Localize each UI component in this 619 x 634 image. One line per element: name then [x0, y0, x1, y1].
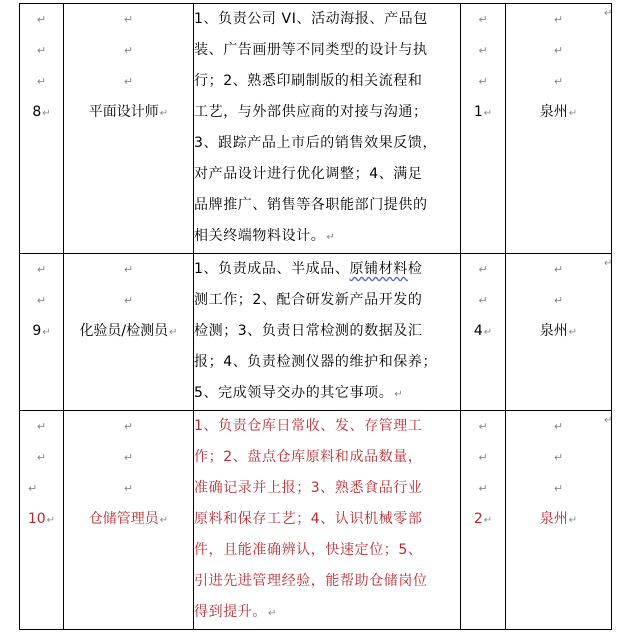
index-cell[interactable]	[20, 411, 64, 630]
description-line: 检测；3、负责日常检测的数据及汇	[194, 323, 423, 339]
description-line: 装、广告画册等不同类型的设计与执	[194, 42, 428, 58]
paragraph-mark-icon: ↵	[36, 294, 47, 307]
headcount-cell[interactable]	[461, 411, 506, 630]
paragraph-mark-icon: ↵	[553, 451, 564, 464]
paragraph-mark-icon: ↵	[159, 108, 169, 119]
location-cell[interactable]	[506, 4, 612, 254]
job-title: 平面设计师	[88, 104, 159, 120]
paragraph-mark-icon: ↵	[568, 108, 578, 119]
headcount-cell[interactable]	[461, 254, 506, 411]
location-cell[interactable]	[506, 411, 612, 630]
paragraph-mark-icon: ↵	[553, 75, 564, 88]
paragraph-mark-icon: ↵	[478, 451, 488, 464]
paragraph-mark-icon: ↵	[483, 515, 493, 526]
title-cell[interactable]	[64, 254, 194, 411]
paragraph-mark-icon: ↵	[159, 515, 169, 526]
paragraph-mark-icon: ↵	[36, 75, 47, 88]
description-line: 作；2、盘点仓库原料和成品数量，	[194, 449, 423, 465]
paragraph-mark-icon: ↵	[123, 482, 134, 495]
description-line: 1、负责成品、半成品、	[194, 261, 350, 277]
paragraph-mark-icon: ↵	[478, 13, 488, 26]
paragraph-mark-icon: ↵	[478, 482, 488, 495]
headcount: 4	[473, 323, 483, 339]
paragraph-mark-icon: ↵	[478, 44, 488, 57]
description-line: 得到提升。	[194, 604, 267, 620]
paragraph-mark-icon: ↵	[568, 515, 578, 526]
paragraph-mark-icon: ↵	[123, 294, 134, 307]
description-line: 原料和保存工艺；4、认识机械零部	[194, 511, 423, 527]
paragraph-mark-icon: ↵	[36, 44, 47, 57]
row-end-mark-icon: ↵	[604, 8, 613, 19]
location-cell[interactable]	[506, 254, 612, 411]
paragraph-mark-icon: ↵	[123, 13, 134, 26]
paragraph-mark-icon: ↵	[553, 294, 564, 307]
paragraph-mark-icon: ↵	[553, 44, 564, 57]
headcount: 2	[473, 511, 483, 527]
paragraph-mark-icon: ↵	[36, 420, 47, 433]
index-cell[interactable]	[20, 4, 64, 254]
paragraph-mark-icon: ↵	[553, 13, 564, 26]
index-cell[interactable]	[20, 254, 64, 411]
paragraph-mark-icon: ↵	[553, 263, 564, 276]
description-line: 5、完成领导交办的其它事项。	[194, 385, 394, 401]
paragraph-mark-icon: ↵	[553, 420, 564, 433]
description-line: 工艺，与外部供应商的对接与沟通；	[194, 104, 428, 120]
row-index: 10	[27, 511, 46, 527]
description-cell[interactable]	[194, 254, 461, 411]
table-row-8	[20, 4, 612, 254]
paragraph-mark-icon: ↵	[483, 108, 493, 119]
description-line: 品牌推广、销售等各职能部门提供的	[194, 197, 428, 213]
paragraph-mark-icon: ↵	[553, 482, 564, 495]
paragraph-mark-icon: ↵	[478, 75, 488, 88]
description-line: 件，且能准确辨认，快速定位；5、	[194, 542, 423, 558]
table-row-10	[20, 411, 612, 630]
paragraph-mark-icon: ↵	[123, 44, 134, 57]
paragraph-mark-icon: ↵	[268, 608, 277, 619]
title-cell[interactable]	[64, 4, 194, 254]
headcount: 1	[473, 104, 483, 120]
row-index: 8	[32, 104, 42, 120]
paragraph-mark-icon: ↵	[36, 451, 47, 464]
description-line: 报；4、负责检测仪器的维护和保养；	[194, 354, 438, 370]
description-line: 1、负责公司 VI、活动海报、产品包	[194, 11, 428, 27]
location: 泉州	[539, 104, 568, 120]
spellcheck-underlined-text[interactable]: 原铺材料	[349, 261, 408, 277]
description-line: 测工作；2、配合研发新产品开发的	[194, 292, 423, 308]
paragraph-mark-icon: ↵	[36, 13, 47, 26]
job-table	[19, 3, 612, 630]
description-line: 1、负责仓库日常收、发、存管理工	[194, 418, 423, 434]
paragraph-mark-icon: ↵	[568, 327, 578, 338]
paragraph-mark-icon: ↵	[169, 327, 178, 338]
paragraph-mark-icon: ↵	[123, 263, 134, 276]
row-end-mark-icon: ↵	[604, 415, 613, 426]
table-row-9	[20, 254, 612, 411]
description-line: 检	[407, 261, 423, 277]
row-index: 9	[32, 323, 42, 339]
paragraph-mark-icon: ↵	[42, 108, 51, 119]
description-line: 相关终端物料设计。	[194, 228, 326, 244]
description-line: 准确记录并上报；3、熟悉食品行业	[194, 480, 423, 496]
paragraph-mark-icon: ↵	[478, 294, 488, 307]
paragraph-mark-icon: ↵	[123, 420, 134, 433]
paragraph-mark-icon: ↵	[326, 232, 336, 243]
description-line: 行；2、熟悉印刷制版的相关流程和	[194, 73, 423, 89]
paragraph-mark-icon: ↵	[394, 389, 404, 400]
paragraph-mark-icon: ↵	[478, 263, 488, 276]
job-title: 仓储管理员	[88, 511, 159, 527]
description-cell[interactable]	[194, 411, 461, 630]
description-cell[interactable]	[194, 4, 461, 254]
title-cell[interactable]	[64, 411, 194, 630]
job-title: 化验员/检测员	[79, 323, 169, 339]
description-line: 引进先进管理经验，能帮助仓储岗位	[194, 573, 428, 589]
paragraph-mark-icon: ↵	[28, 482, 38, 495]
location: 泉州	[539, 323, 568, 339]
description-line: 3、跟踪产品上市后的销售效果反馈，	[194, 135, 438, 151]
paragraph-mark-icon: ↵	[123, 451, 134, 464]
location: 泉州	[539, 511, 568, 527]
paragraph-mark-icon: ↵	[36, 263, 47, 276]
paragraph-mark-icon: ↵	[46, 515, 56, 526]
paragraph-mark-icon: ↵	[42, 327, 51, 338]
headcount-cell[interactable]	[461, 4, 506, 254]
paragraph-mark-icon: ↵	[478, 420, 488, 433]
description-line: 对产品设计进行优化调整；4、满足	[194, 166, 423, 182]
paragraph-mark-icon: ↵	[123, 75, 134, 88]
paragraph-mark-icon: ↵	[483, 327, 493, 338]
row-end-mark-icon: ↵	[604, 258, 613, 269]
